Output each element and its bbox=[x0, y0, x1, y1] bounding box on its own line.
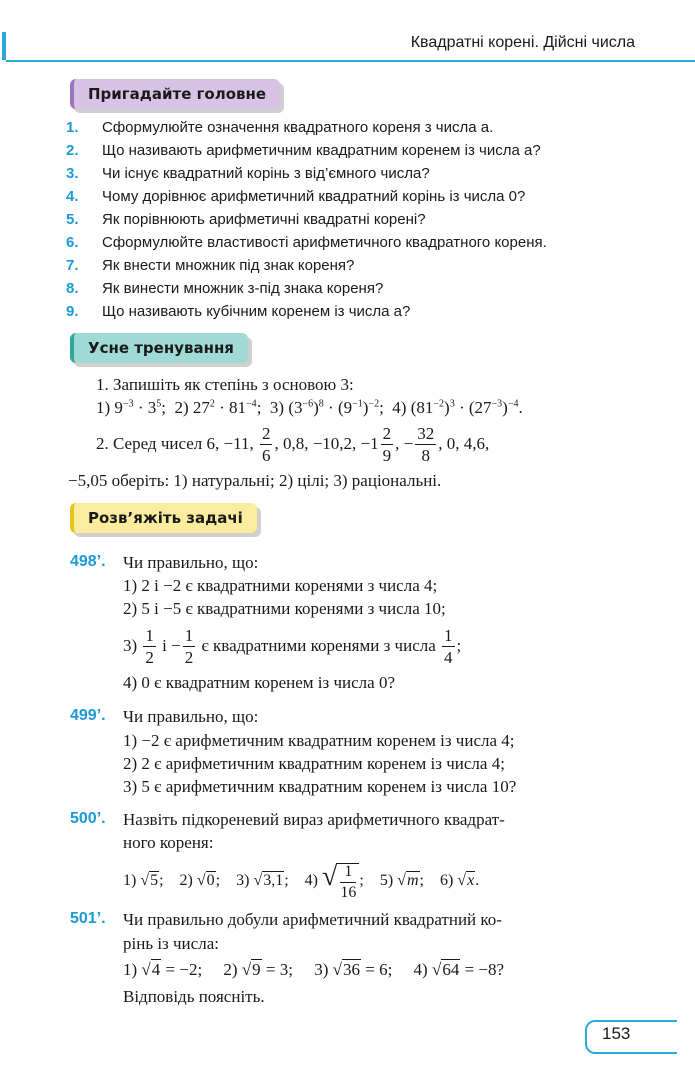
task-498-item-1: 1) 2 і −2 є квадратними коренями з числа 4; bbox=[123, 576, 438, 595]
task-499-item-2: 2) 2 є арифметичним квадратним коренем із числа 4; bbox=[123, 754, 505, 773]
square-root: √ $\frac{1}{16}$ bbox=[322, 861, 359, 900]
list-item: 8. Як винести множник з-під знака кореня? bbox=[66, 280, 384, 297]
square-root: √m bbox=[397, 872, 419, 889]
page-number-frame bbox=[585, 1020, 677, 1054]
task-499-intro: Чи правильно, що: bbox=[123, 707, 259, 726]
fraction: $\frac{32}{8}$ bbox=[417, 423, 435, 465]
square-root: √9 bbox=[241, 960, 261, 979]
task-498-intro: Чи правильно, що: bbox=[123, 553, 259, 572]
square-root: √x bbox=[457, 872, 475, 889]
task-498-item-3: 3) $\frac{1}{2}$ і − $\frac{1}{2}$ є квадратними коренями з числа $\frac{1}{4}$ ; bbox=[123, 625, 462, 667]
list-item: 2. Що називають арифметичним квадратним коренем із числа a? bbox=[66, 142, 541, 159]
task-499-item-1: 1) −2 є арифметичним квадратним коренем із числа 4; bbox=[123, 731, 515, 750]
task-498-item-2: 2) 5 і −5 є квадратними коренями з числа 10; bbox=[123, 599, 446, 618]
oral-task-2: 2. Серед чисел 6, −11, $\frac{2}{6}$ , 0,8, −10,2, −1 $\frac{2}{9}$ , − $\frac{32}{8}$ , 0, 4,6, bbox=[96, 423, 490, 465]
task-498-item-4: 4) 0 є квадратним коренем із числа 0? bbox=[123, 673, 395, 692]
list-item: 1. Сформулюйте означення квадратного кореня з числа a. bbox=[66, 119, 494, 136]
section-oral-badge: Усне тренування bbox=[70, 333, 248, 363]
section-remember-badge: Пригадайте головне bbox=[70, 79, 280, 109]
running-header bbox=[0, 30, 695, 62]
page-number: 153 bbox=[602, 1024, 631, 1043]
task-number: 499’. bbox=[70, 707, 106, 724]
oral-task-1-intro: 1. Запишіть як степінь з основою 3: bbox=[96, 375, 354, 394]
task-499-item-3: 3) 5 є арифметичним квадратним коренем із числа 10? bbox=[123, 777, 517, 796]
task-501-items: 1) √4 = −2; 2) √9 = 3; 3) √36 = 6; 4) √64 = −8? bbox=[123, 960, 505, 979]
header-underline bbox=[6, 60, 695, 62]
question-list bbox=[66, 116, 547, 323]
task-number: 500’. bbox=[70, 810, 106, 827]
task-number: 501’. bbox=[70, 910, 106, 927]
task-500-line-2: ного кореня: bbox=[123, 833, 214, 852]
task-500-items: 1) √5 ; 2) √0 ; 3) √3,1 ; 4) √ $\frac{1}{16}$ ; 5) √m ; 6) √x . bbox=[123, 861, 480, 901]
list-item: 4. Чому дорівнює арифметичний квадратний корінь із числа 0? bbox=[66, 188, 526, 205]
section-tasks-badge: Розв’яжіть задачі bbox=[70, 503, 257, 533]
square-root: √64 bbox=[431, 960, 460, 979]
square-root: √0 bbox=[196, 872, 215, 889]
oral-task-2-tail: −5,05 оберіть: 1) натуральні; 2) цілі; 3) раціональні. bbox=[68, 471, 442, 490]
list-item: 6. Сформулюйте властивості арифметичного квадратного кореня. bbox=[66, 234, 547, 251]
list-item: 3. Чи існує квадратний корінь з від’ємного числа? bbox=[66, 165, 430, 182]
task-501-line-2: рінь із числа: bbox=[123, 934, 219, 953]
list-item: 9. Що називають кубічним коренем із числа a? bbox=[66, 303, 411, 320]
fraction: $\frac{1}{2}$ bbox=[145, 625, 154, 667]
fraction: $\frac{2}{9}$ bbox=[382, 423, 392, 465]
task-500-line-1: Назвіть підкореневий вираз арифметичного квадрат- bbox=[123, 810, 505, 829]
task-number: 498’. bbox=[70, 553, 106, 570]
task-501-tail: Відповідь поясніть. bbox=[123, 987, 265, 1006]
oral-task-1-items: 1) $9^{-3} \cdot 3^5$; 2) $27^2 \cdot 81^{-4}$; 3) $(3^{-6})^8 \cdot (9^{-1})^{-2}$; 4) $(81^{-2})^3 \cdot (27^{-3})^{-4}$. bbox=[96, 398, 523, 417]
square-root: √4 bbox=[141, 960, 161, 979]
task-501-line-1: Чи правильно добули арифметичний квадратний ко- bbox=[123, 910, 502, 929]
fraction: $\frac{1}{2}$ bbox=[184, 625, 194, 667]
fraction: $\frac{2}{6}$ bbox=[261, 423, 271, 465]
list-item: 7. Як внести множник під знак кореня? bbox=[66, 257, 355, 274]
square-root: √3,1 bbox=[253, 872, 284, 889]
chapter-title: Квадратні корені. Дійсні числа bbox=[410, 34, 635, 51]
square-root: √36 bbox=[332, 960, 360, 979]
header-accent-line bbox=[2, 32, 6, 60]
fraction: $\frac{1}{4}$ bbox=[444, 625, 453, 667]
list-item: 5. Як порівнюють арифметичні квадратні корені? bbox=[66, 211, 426, 228]
square-root: √5 bbox=[140, 872, 159, 889]
